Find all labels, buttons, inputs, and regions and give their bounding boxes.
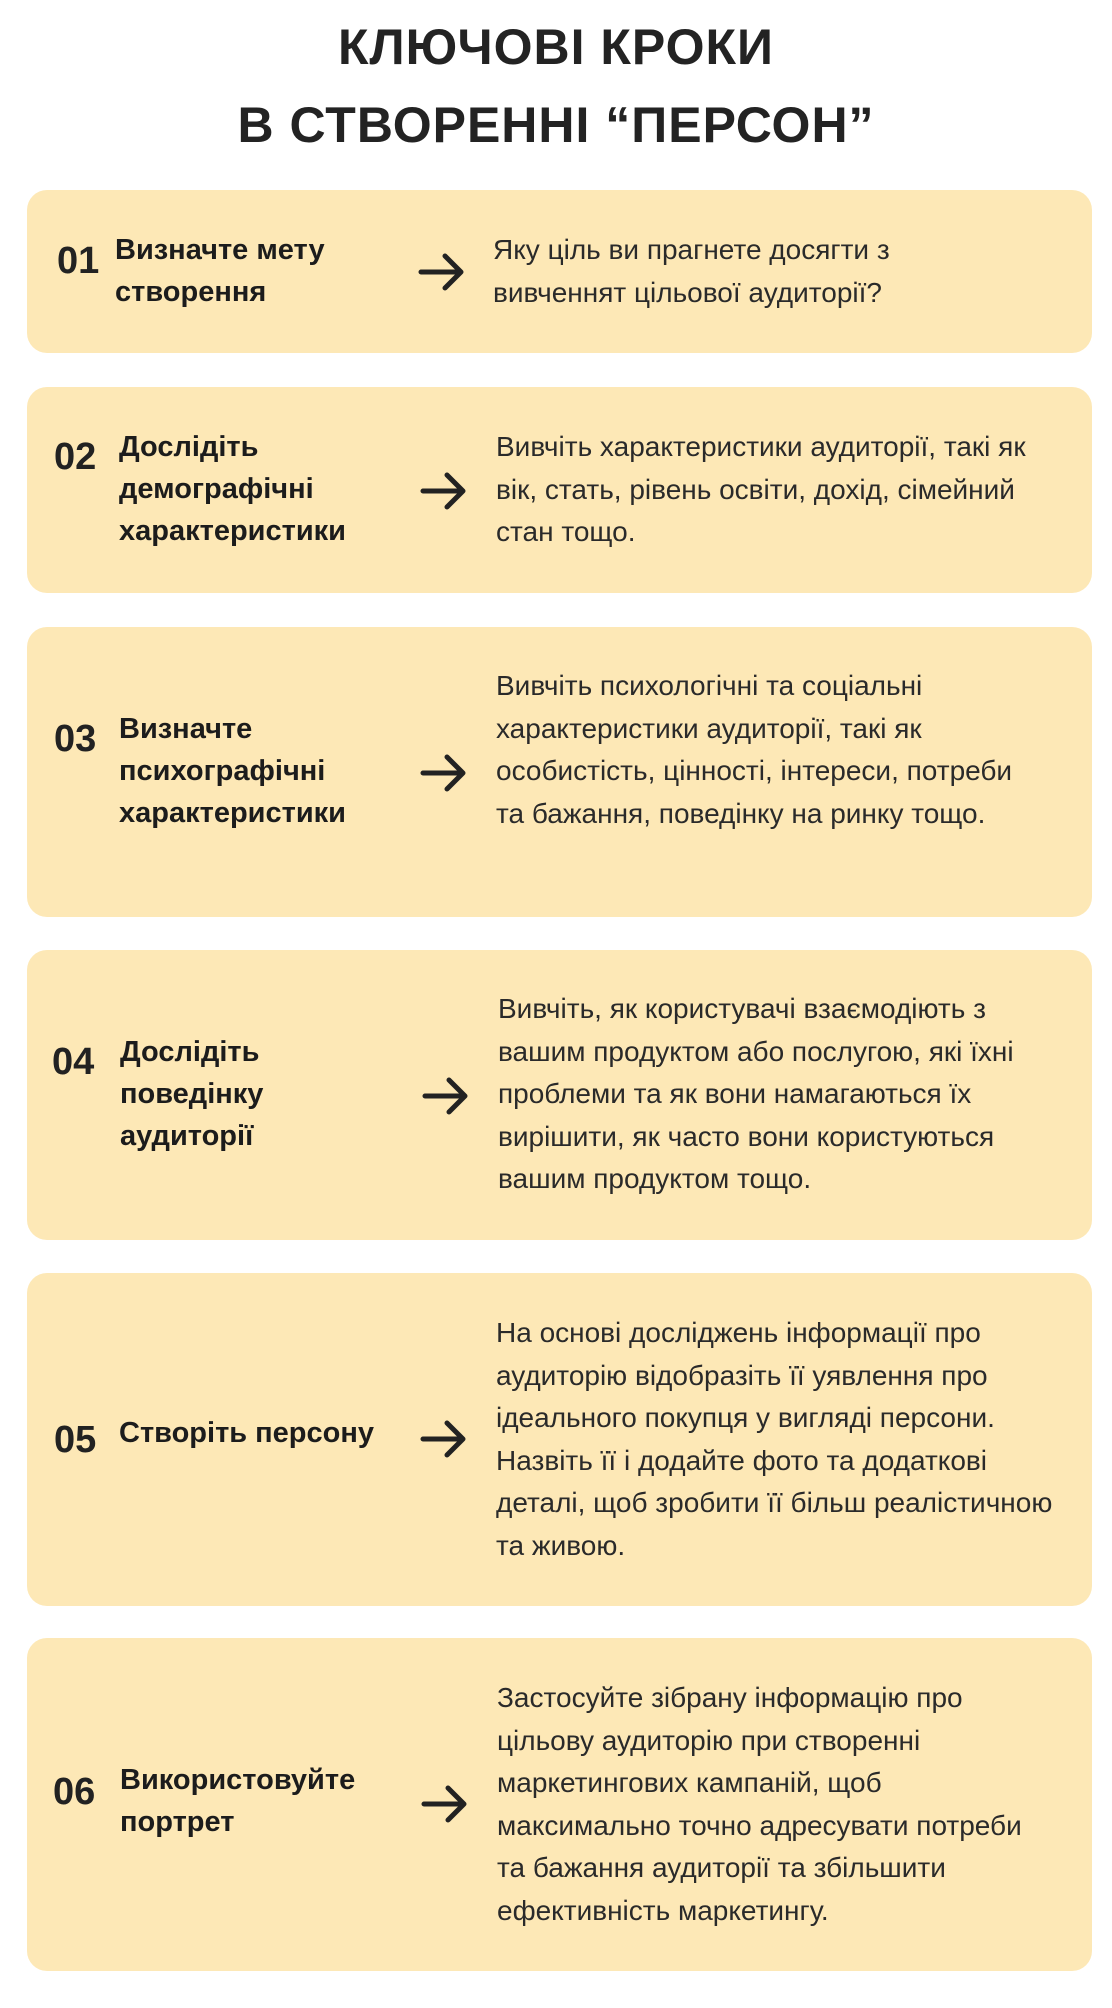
step-heading: Використовуйте портрет	[120, 1764, 356, 1838]
step-number: 06	[53, 1771, 96, 1813]
step-card-05	[27, 1273, 1092, 1606]
arrow-right-icon	[417, 250, 467, 294]
arrow-right-icon	[420, 1782, 470, 1826]
step-card-04	[27, 950, 1092, 1240]
step-description: Яку ціль ви прагнете досягти з вивченнят цільової аудиторії?	[493, 234, 890, 308]
step-card-06	[27, 1638, 1092, 1971]
step-description: Вивчіть психологічні та соціальні характеристики аудиторії, такі як особистість, цінності, інтереси, потреби та бажання, поведінку на ринку тощо.	[496, 670, 1013, 829]
arrow-right-icon	[421, 1074, 471, 1118]
step-description: Застосуйте зібрану інформацію про цільову аудиторію при створенні маркетингових кампаній, щоб максимально точно адресувати потреби та бажання аудиторії та збільшити ефективність маркетингу.	[497, 1682, 1022, 1926]
arrow-right-icon	[419, 751, 469, 795]
arrow-right-icon	[419, 1417, 469, 1461]
step-description: Вивчіть характеристики аудиторії, такі як вік, стать, рівень освіти, дохід, сімейний стан тощо.	[496, 431, 1026, 547]
arrow-right-icon	[419, 469, 469, 513]
step-card-01	[27, 190, 1092, 353]
step-heading: Визначте психографічні характеристики	[119, 713, 346, 829]
step-heading: Визначте мету створення	[115, 234, 325, 308]
step-card-03	[27, 627, 1092, 917]
step-number: 05	[54, 1419, 97, 1461]
step-heading: Дослідіть поведінку аудиторії	[120, 1036, 264, 1152]
step-description: На основі досліджень інформації про аудиторію відобразіть її уявлення про ідеального покупця у вигляді персони. Назвіть її і додайте фото та додаткові деталі, щоб зробити її більш реалістичною та живою.	[496, 1317, 1053, 1561]
step-number: 03	[54, 718, 97, 760]
step-heading: Дослідіть демографічні характеристики	[119, 431, 346, 547]
step-number: 04	[52, 1041, 95, 1083]
step-number: 02	[54, 436, 97, 478]
step-card-02	[27, 387, 1092, 593]
step-description: Вивчіть, як користувачі взаємодіють з вашим продуктом або послугою, які їхні проблеми та як вони намагаються їх вирішити, як часто вони користуються вашим продуктом тощо.	[498, 993, 1014, 1194]
step-number: 01	[57, 240, 100, 282]
page-title-line-1: КЛЮЧОВІ КРОКИ	[338, 19, 774, 75]
step-heading: Створіть персону	[119, 1417, 375, 1449]
page-title-line-2: В СТВОРЕННІ “ПЕРСОН”	[237, 97, 875, 153]
